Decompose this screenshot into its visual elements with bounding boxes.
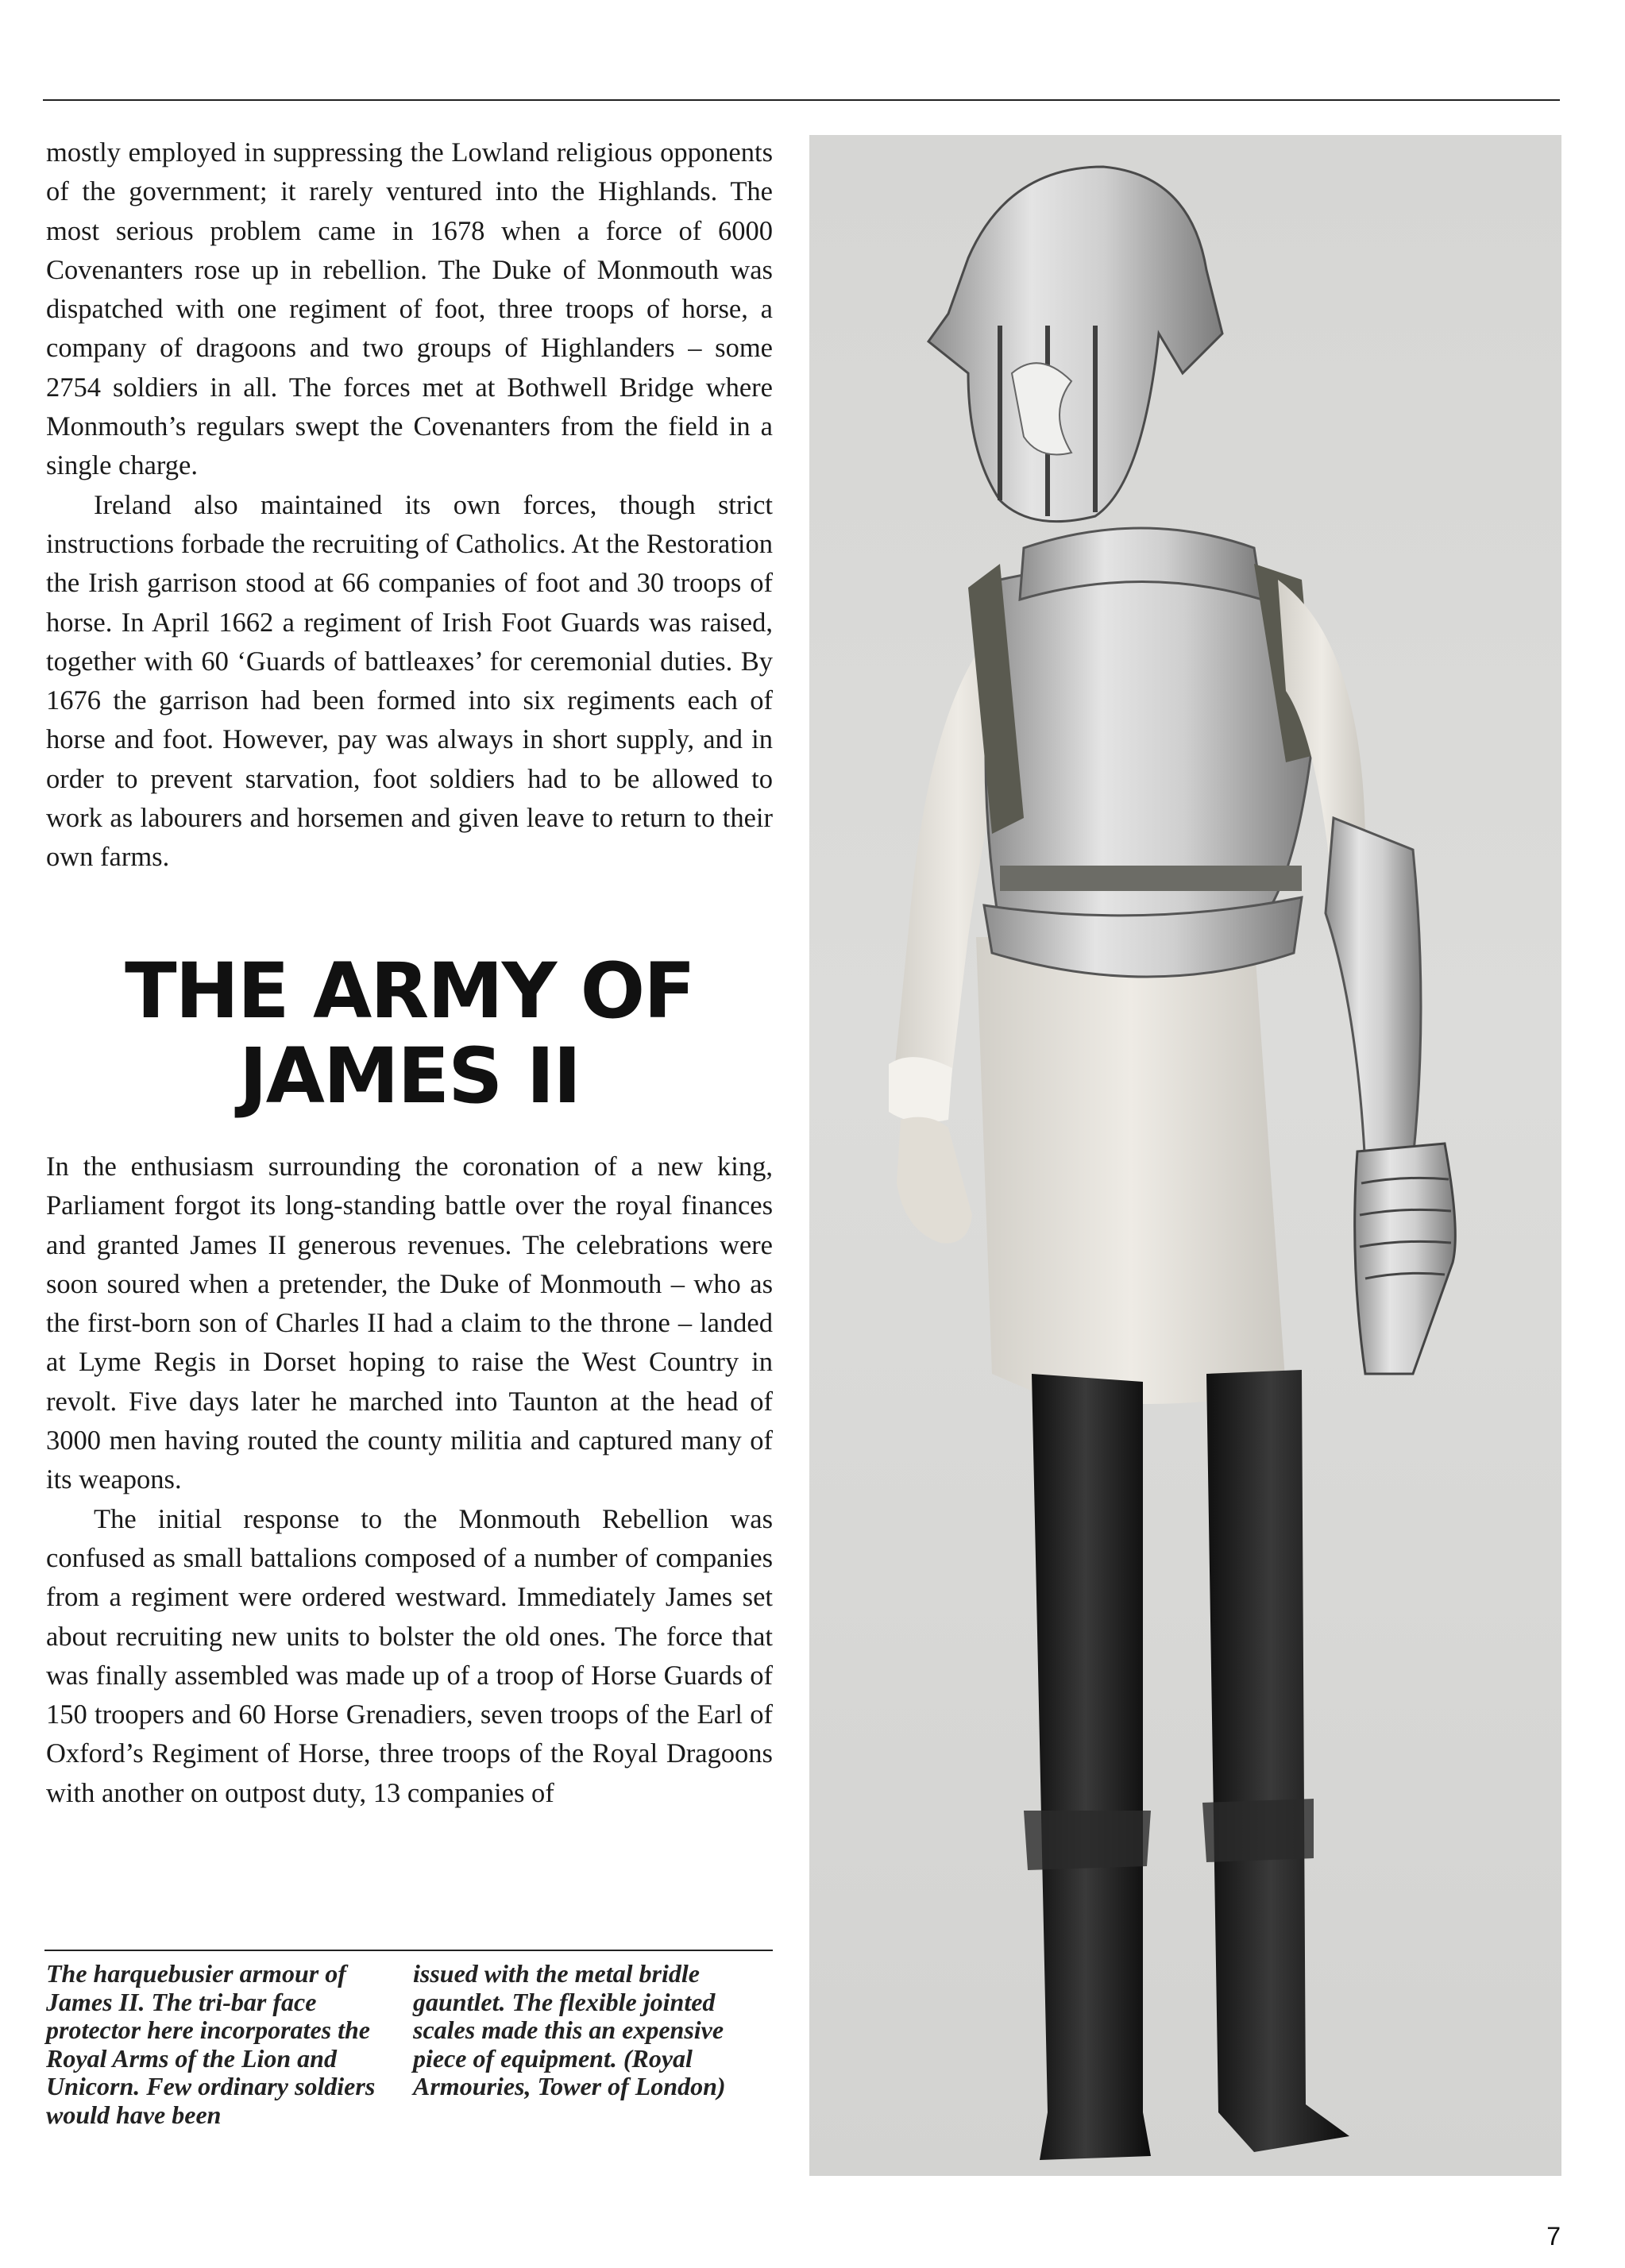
harquebusier-armour-figure <box>809 135 1561 2176</box>
coat-skirt <box>976 937 1286 1404</box>
bridle-arm-vambrace <box>1326 818 1421 1167</box>
lobster-tail-helmet <box>928 167 1222 522</box>
body-text-top <box>46 133 773 878</box>
caption-rule <box>44 1950 773 1951</box>
armour-photograph <box>809 135 1561 2176</box>
boot-right <box>1206 1370 1349 2152</box>
paragraph-ireland: Ireland also maintained its own forces, though strict instructions forbade the recruiting of Catholics. At the Restoration the Irish garrison stood at 66 companies of foot and 30 troops of horse. In April 1662 a regiment of Irish Foot Guards was raised, together with 60 ‘Guards of battleaxes’ for ceremonial duties. By 1676 the garrison had been formed into six regiments each of horse and foot. However, pay was always in short supply, and in order to prevent starvation, foot soldiers had to be allowed to work as labourers and horsemen and given leave to return to their own farms. <box>46 489 773 873</box>
bare-hand <box>897 1117 972 1244</box>
header-rule <box>43 99 1560 101</box>
belt <box>1000 866 1302 891</box>
heading-line-1: THE ARMY OF <box>125 947 694 1036</box>
shirt-cuff <box>889 1057 952 1122</box>
paragraph-coronation: In the enthusiasm surrounding the coronation of a new king, Parliament forgot its long-standing battle over the royal finances and granted James II generous revenues. The celebrations were soon soured when a pretender, the Duke of Monmouth – who as the first-born son of Charles II had a claim to the throne – landed at Lyme Regis in Dorset hoping to raise the West Country in revolt. Five days later he marched into Taunton at the head of 3000 men having routed the county militia and captured many of its weapons. <box>46 1151 773 1495</box>
caption-right-column: issued with the metal bridle gauntlet. The flexible jointed scales made this an expensive piece of equipment. (Royal Armouries, Tower of London) <box>413 1959 726 2100</box>
paragraph-scotland: mostly employed in suppressing the Lowland religious opponents of the government; it rarely ventured into the Highlands. The most serious problem came in 1678 when a force of 6000 Covenanters rose up in rebellion. The Duke of Monmouth was dispatched with one regiment of foot, three troops of horse, a company of dragoons and two groups of Highlanders – some 2754 soldiers in all. The forces met at Bothwell Bridge where Monmouth’s regulars swept the Covenanters from the field in a single charge. <box>46 137 773 481</box>
caption-left-column: The harquebusier armour of James II. The tri-bar face protector here incorporates the Royal Arms of the Lion and Unicorn. Few ordinary soldiers would have been <box>46 1959 376 2129</box>
page-number: 7 <box>1546 2222 1561 2251</box>
section-heading <box>46 949 773 1119</box>
body-text-bottom <box>46 1148 773 1813</box>
boot-left <box>1032 1374 1151 2160</box>
paragraph-monmouth-rebellion: The initial response to the Monmouth Rebellion was confused as small battalions composed of a number of companies from a regiment were ordered westward. Immediately James set about recruiting new units to bolster the old ones. The force that was finally assembled was made up of a troop of Horse Guards of 150 troopers and 60 Horse Grenadiers, seven troops of the Earl of Oxford’s Regiment of Horse, three troops of the Royal Dragoons with another on outpost duty, 13 companies of <box>46 1503 773 1808</box>
heading-line-2: JAMES II <box>238 1032 581 1120</box>
